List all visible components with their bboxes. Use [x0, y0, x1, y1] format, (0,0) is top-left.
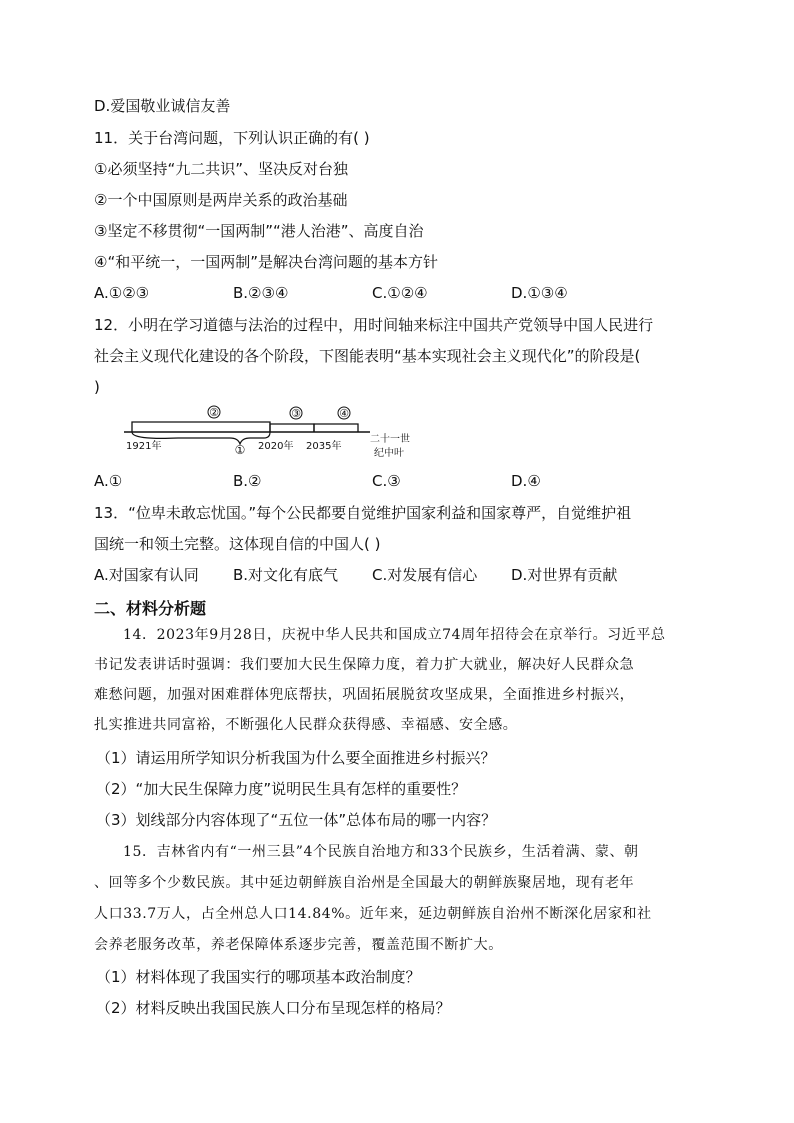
q15-question-1: （1）材料体现了我国实行的哪项基本政治制度？ — [96, 968, 421, 986]
q14-material-line-1: 14．2023年9月28日，庆祝中华人民共和国成立74周年招待会在京举行。习近平总 — [123, 627, 666, 643]
q12-option-c: C.③ — [372, 472, 401, 490]
section-title: 二、材料分析题 — [94, 599, 207, 618]
q15-material-line-1: 15．吉林省内有“一州三县”4个民族自治地方和33个民族乡，生活着满、蒙、朝 — [123, 844, 639, 860]
timeline-year-2035: 2035年 — [306, 441, 342, 452]
q10-option-d: D.爱国敬业诚信友善 — [94, 97, 231, 115]
q15-question-2: （2）材料反映出我国民族人口分布呈现怎样的格局？ — [96, 999, 451, 1017]
timeline-end-label-1: 二十一世 — [370, 434, 410, 445]
q13-option-a: A.对国家有认同 — [94, 566, 199, 584]
timeline-year-2020: 2020年 — [258, 441, 294, 452]
q15-material-line-3: 人口33.7万人，占全州总人口14.84%。近年来，延边朝鲜族自治州不断深化居家和社 — [94, 906, 652, 922]
q11-option-c: C.①②④ — [372, 284, 428, 302]
timeline-marker-4: ④ — [339, 407, 349, 420]
q12-option-a: A.① — [94, 472, 123, 490]
q11-option-d: D.①③④ — [511, 284, 568, 302]
timeline-year-1921: 1921年 — [126, 441, 162, 452]
timeline-bracket-4 — [314, 424, 358, 432]
q15-material-line-2: 、回等多个少数民族。其中延边朝鲜族自治州是全国最大的朝鲜族聚居地，现有老年 — [94, 875, 635, 891]
q13-stem-line-1: 13．“位卑未敢忘忧国。”每个公民都要自觉维护国家利益和国家尊严，自觉维护祖 — [94, 504, 632, 522]
timeline-bracket-3 — [270, 424, 314, 432]
q13-option-b: B.对文化有底气 — [233, 566, 339, 584]
q11-stem: 11．关于台湾问题，下列认识正确的有( ) — [94, 129, 370, 147]
q14-material-line-3: 难愁问题，加强对困难群体兜底帮扶，巩固拓展脱贫攻坚成果，全面推进乡村振兴， — [94, 687, 635, 703]
timeline-marker-1: ① — [234, 443, 246, 457]
q13-stem-line-2: 国统一和领土完整。这体现自信的中国人( ) — [94, 535, 381, 553]
q12-timeline-figure — [118, 400, 418, 462]
q11-option-a: A.①②③ — [94, 284, 150, 302]
q14-question-1: （1）请运用所学知识分析我国为什么要全面推进乡村振兴？ — [96, 749, 496, 767]
q14-question-2: （2）“加大民生保障力度”说明民生具有怎样的重要性？ — [96, 780, 467, 798]
q11-item-2: ②一个中国原则是两岸关系的政治基础 — [94, 191, 348, 209]
q14-material-line-4: 扎实推进共同富裕，不断强化人民群众获得感、幸福感、安全感。 — [94, 717, 518, 733]
q13-option-d: D.对世界有贡献 — [511, 566, 618, 584]
timeline-bracket-2 — [132, 422, 270, 432]
timeline-marker-2: ② — [209, 406, 219, 419]
timeline-marker-3: ③ — [291, 407, 301, 420]
q11-item-3: ③坚定不移贯彻“一国两制”“港人治港”、高度自治 — [94, 222, 424, 240]
q11-item-4: ④“和平统一，一国两制”是解决台湾问题的基本方针 — [94, 253, 438, 271]
q11-option-b: B.②③④ — [233, 284, 289, 302]
q12-option-d: D.④ — [511, 472, 541, 490]
q12-stem-line-1: 12．小明在学习道德与法治的过程中，用时间轴来标注中国共产党领导中国人民进行 — [94, 316, 654, 334]
q14-material-line-2: 书记发表讲话时强调：我们要加大民生保障力度，着力扩大就业，解决好人民群众急 — [94, 657, 635, 673]
q12-option-b: B.② — [233, 472, 262, 490]
q12-stem-line-2: 社会主义现代化建设的各个阶段，下图能表明“基本实现社会主义现代化”的阶段是( — [94, 347, 641, 365]
q14-question-3: （3）划线部分内容体现了“五位一体”总体布局的哪一内容？ — [96, 811, 497, 829]
q11-item-1: ①必须坚持“九二共识”、坚决反对台独 — [94, 160, 348, 178]
q15-material-line-4: 会养老服务改革，养老保障体系逐步完善，覆盖范围不断扩大。 — [94, 937, 503, 953]
q12-stem-line-3: ) — [94, 378, 100, 396]
timeline-end-label-2: 纪中叶 — [374, 448, 404, 459]
q13-option-c: C.对发展有信心 — [372, 566, 478, 584]
